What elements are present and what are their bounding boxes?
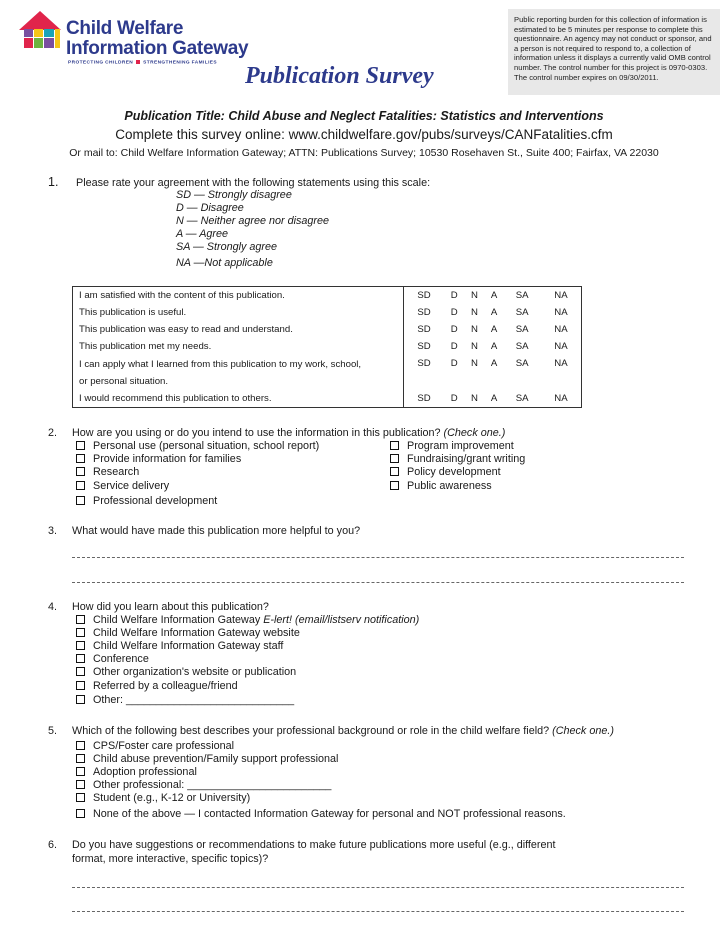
checkbox-icon[interactable] (390, 454, 399, 463)
statement: I am satisfied with the content of this publication. (73, 287, 404, 305)
statement: This publication is useful. (73, 304, 404, 321)
option-d[interactable]: D (450, 290, 458, 301)
checkbox-icon[interactable] (390, 481, 399, 490)
checkbox-option[interactable]: Student (e.g., K-12 or University) (76, 792, 250, 804)
option-na[interactable]: NA (554, 393, 568, 404)
option-sa[interactable]: SA (515, 324, 529, 335)
q2-number: 2. (48, 427, 58, 439)
checkbox-option[interactable]: Other professional: ________________________ (76, 779, 331, 791)
checkbox-option[interactable]: None of the above — I contacted Information Gateway for personal and NOT professional reasons. (76, 808, 566, 820)
checkbox-icon[interactable] (76, 681, 85, 690)
logo-tagline: PROTECTING CHILDREN STRENGTHENING FAMILIES (68, 60, 217, 66)
checkbox-icon[interactable] (76, 467, 85, 476)
option-d[interactable]: D (450, 341, 458, 352)
option-d[interactable]: D (450, 324, 458, 335)
checkbox-icon[interactable] (76, 641, 85, 650)
rating-table (72, 286, 582, 408)
checkbox-option[interactable]: Other organization's website or publication (76, 666, 296, 678)
table-row (73, 287, 582, 305)
option-n[interactable]: N (471, 307, 478, 318)
scale-item: SD — Strongly disagree (176, 189, 292, 201)
checkbox-icon[interactable] (76, 793, 85, 802)
option-n[interactable]: N (471, 358, 478, 369)
option-sd[interactable]: SD (417, 358, 431, 369)
option-a[interactable]: A (490, 358, 498, 369)
answer-line[interactable] (72, 582, 684, 583)
option-a[interactable]: A (490, 341, 498, 352)
q4-text: How did you learn about this publication? (72, 601, 269, 613)
checkbox-option[interactable]: CPS/Foster care professional (76, 740, 234, 752)
mail-address: Or mail to: Child Welfare Information Gateway; ATTN: Publications Survey; 10530 Rosehaven St., Suite 400; Fairfax, VA 22030 (69, 147, 659, 159)
checkbox-option[interactable]: Personal use (personal situation, school report) (76, 440, 319, 452)
checkbox-option[interactable]: Service delivery (76, 480, 169, 492)
option-sa[interactable]: SA (515, 290, 529, 301)
scale-item: SA — Strongly agree (176, 241, 278, 253)
page-title: Publication Survey (245, 63, 434, 89)
option-a[interactable]: A (490, 324, 498, 335)
checkbox-icon[interactable] (76, 754, 85, 763)
option-na[interactable]: NA (554, 324, 568, 335)
checkbox-icon[interactable] (76, 615, 85, 624)
option-sa[interactable]: SA (515, 341, 529, 352)
scale-item: NA —Not applicable (176, 257, 273, 269)
checkbox-icon[interactable] (390, 441, 399, 450)
checkbox-icon[interactable] (76, 695, 85, 704)
checkbox-option[interactable]: Program improvement (390, 440, 514, 452)
statement: I can apply what I learned from this publication to my work, school, or personal situation. (73, 355, 404, 390)
logo-house-icon (18, 10, 62, 52)
checkbox-option[interactable]: Referred by a colleague/friend (76, 680, 238, 692)
table-row (73, 321, 582, 338)
option-n[interactable]: N (471, 393, 478, 404)
option-na[interactable]: NA (554, 358, 568, 369)
checkbox-icon[interactable] (76, 767, 85, 776)
q6-number: 6. (48, 839, 58, 851)
checkbox-icon[interactable] (76, 741, 85, 750)
q5-text: Which of the following best describes your professional background or role in the child welfare field? (Check one.) (72, 725, 614, 737)
q2-text: How are you using or do you intend to use the information in this publication? (Check one.) (72, 427, 506, 439)
option-na[interactable]: NA (554, 341, 568, 352)
checkbox-option[interactable]: Child Welfare Information Gateway E-lert! (email/listserv notification) (76, 614, 419, 626)
checkbox-option[interactable]: Policy development (390, 466, 501, 478)
checkbox-option[interactable]: Child Welfare Information Gateway website (76, 627, 300, 639)
checkbox-icon[interactable] (390, 467, 399, 476)
answer-line[interactable] (72, 887, 684, 888)
option-sd[interactable]: SD (417, 341, 431, 352)
option-a[interactable]: A (490, 307, 498, 318)
checkbox-option[interactable]: Conference (76, 653, 149, 665)
statement: This publication met my needs. (73, 338, 404, 355)
q3-number: 3. (48, 525, 58, 537)
checkbox-icon[interactable] (76, 496, 85, 505)
checkbox-option[interactable]: Research (76, 466, 139, 478)
option-sa[interactable]: SA (515, 393, 529, 404)
option-n[interactable]: N (471, 341, 478, 352)
checkbox-option[interactable]: Other: ____________________________ (76, 694, 294, 706)
option-d[interactable]: D (450, 393, 458, 404)
option-d[interactable]: D (450, 307, 458, 318)
answer-line[interactable] (72, 911, 684, 912)
publication-title: Publication Title: Child Abuse and Neglect Fatalities: Statistics and Interventions (124, 109, 604, 123)
option-sd[interactable]: SD (417, 324, 431, 335)
logo-title-line1: Child Welfare (66, 18, 184, 39)
table-row (73, 338, 582, 355)
option-a[interactable]: A (490, 290, 498, 301)
checkbox-option[interactable]: Public awareness (390, 480, 492, 492)
checkbox-icon[interactable] (76, 667, 85, 676)
checkbox-option[interactable]: Child Welfare Information Gateway staff (76, 640, 283, 652)
option-sa[interactable]: SA (515, 307, 529, 318)
checkbox-option[interactable]: Professional development (76, 495, 217, 507)
option-na[interactable]: NA (554, 307, 568, 318)
q1-text: Please rate your agreement with the following statements using this scale: (76, 177, 431, 189)
checkbox-icon[interactable] (76, 780, 85, 789)
burden-notice: Public reporting burden for this collection of information is estimated to be 5 minutes per response to complete this questionnaire. An agency may not conduct or sponsor, and a person is not required to respond to, a collection of information unless it displays a currently valid OMB control number. The control number for this project is 0970-0303. The control number expires on 09/30/2011. (508, 9, 720, 95)
table-row (73, 390, 582, 408)
q6-text-line2: format, more interactive, specific topics)? (72, 853, 269, 865)
checkbox-option[interactable]: Provide information for families (76, 453, 241, 465)
checkbox-icon[interactable] (76, 441, 85, 450)
scale-item: A — Agree (176, 228, 229, 240)
q4-number: 4. (48, 601, 58, 613)
checkbox-icon[interactable] (76, 628, 85, 637)
answer-line[interactable] (72, 557, 684, 558)
q6-text-line1: Do you have suggestions or recommendations to make future publications more useful (e.g., different (72, 839, 556, 851)
option-sd[interactable]: SD (417, 393, 431, 404)
option-sd[interactable]: SD (417, 290, 431, 301)
table-row (73, 304, 582, 321)
option-a[interactable]: A (490, 393, 498, 404)
checkbox-icon[interactable] (76, 654, 85, 663)
table-row (73, 355, 582, 390)
option-d[interactable]: D (450, 358, 458, 369)
option-sd[interactable]: SD (417, 307, 431, 318)
statement: I would recommend this publication to others. (73, 390, 404, 408)
q5-number: 5. (48, 725, 58, 737)
q1-number: 1. (48, 175, 59, 189)
option-sa[interactable]: SA (515, 358, 529, 369)
statement: This publication was easy to read and understand. (73, 321, 404, 338)
checkbox-option[interactable]: Adoption professional (76, 766, 197, 778)
checkbox-icon[interactable] (76, 809, 85, 818)
logo-title-line2: Information Gateway (66, 38, 249, 59)
option-n[interactable]: N (471, 290, 478, 301)
checkbox-icon[interactable] (76, 454, 85, 463)
checkbox-option[interactable]: Fundraising/grant writing (390, 453, 525, 465)
option-n[interactable]: N (471, 324, 478, 335)
q3-text: What would have made this publication more helpful to you? (72, 525, 361, 537)
scale-item: N — Neither agree nor disagree (176, 215, 330, 227)
checkbox-icon[interactable] (76, 481, 85, 490)
checkbox-option[interactable]: Child abuse prevention/Family support professional (76, 753, 338, 765)
online-survey-link[interactable]: Complete this survey online: www.childwelfare.gov/pubs/surveys/CANFatalities.cfm (115, 127, 613, 142)
option-na[interactable]: NA (554, 290, 568, 301)
scale-item: D — Disagree (176, 202, 244, 214)
